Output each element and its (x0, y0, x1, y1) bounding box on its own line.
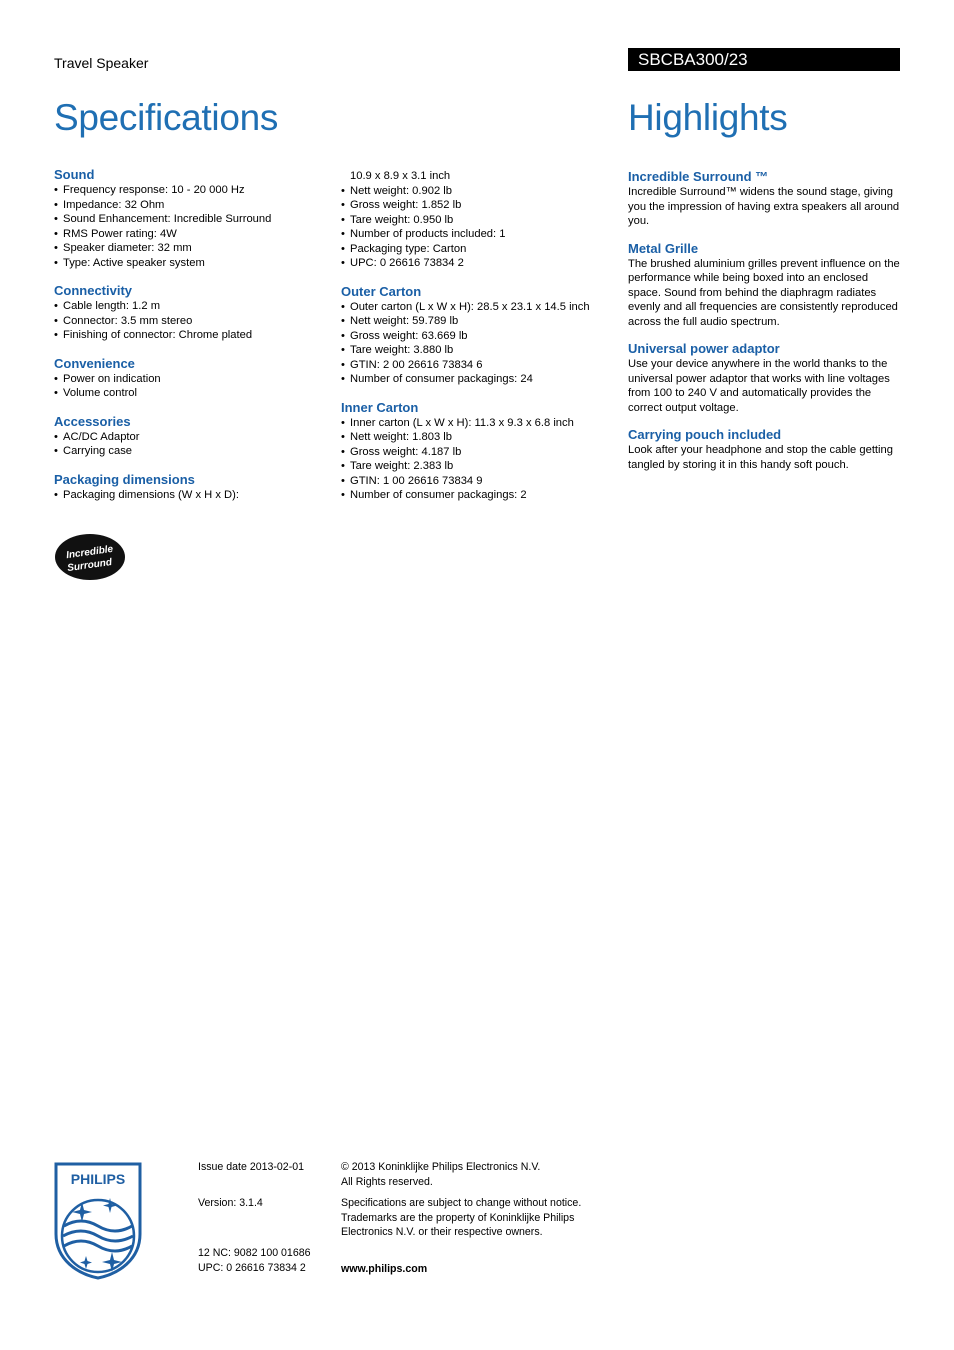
spec-item: • Outer carton (L x W x H): 28.5 x 23.1 x 14.5 inch (341, 300, 621, 315)
highlight-text: The brushed aluminium grilles prevent influence on the performance while being boxed into an enclosed space. Sound from behind the diaphragm radiates evenly and all frequencies are consistently reproduced across the full audio spectrum. (628, 257, 900, 328)
specs-column-1 (54, 167, 324, 515)
highlight-incredible-surround (628, 169, 902, 229)
incredible-surround-badge-icon (54, 533, 126, 586)
spec-item: • Number of consumer packagings: 24 (341, 372, 621, 387)
highlight-heading: Metal Grille (628, 240, 699, 256)
logo-wordmark: PHILIPS (70, 1171, 126, 1187)
spec-item: • Tare weight: 2.383 lb (341, 459, 621, 474)
upc-code: UPC: 0 26616 73834 2 (198, 1261, 306, 1274)
highlight-heading: Carrying pouch included (628, 427, 782, 442)
notice-line: Specifications are subject to change without notice. (341, 1197, 582, 1209)
spec-item: • Inner carton (L x W x H): 11.3 x 9.3 x 6.8 inch (341, 416, 621, 431)
spec-item: • GTIN: 2 00 26616 73834 6 (341, 358, 621, 373)
spec-item: • Tare weight: 3.880 lb (341, 343, 621, 358)
spec-heading: Packaging dimensions (54, 471, 195, 487)
spec-item: • Impedance: 32 Ohm (54, 198, 324, 213)
badge-line2: Surround (66, 556, 113, 575)
spec-item: • Sound Enhancement: Incredible Surround (54, 212, 324, 227)
highlight-text: Look after your headphone and stop the cable getting tangled by storing it in this handy soft pouch. (628, 444, 893, 471)
spec-heading: Inner Carton (341, 399, 419, 415)
spec-item: • Packaging type: Carton (341, 242, 621, 257)
spec-item: • Gross weight: 4.187 lb (341, 445, 621, 460)
spec-item: • Finishing of connector: Chrome plated (54, 328, 324, 343)
philips-shield-logo-icon (54, 1162, 142, 1285)
spec-item: • Nett weight: 59.789 lb (341, 314, 621, 329)
spec-item: • Nett weight: 0.902 lb (341, 184, 621, 199)
spec-item: • Volume control (54, 386, 324, 401)
spec-heading: Outer Carton (341, 283, 422, 299)
footer-right (341, 1160, 621, 1276)
spec-section-inner-carton (341, 400, 621, 503)
spec-item: • Number of consumer packagings: 2 (341, 488, 621, 503)
spec-item: • Carrying case (54, 444, 324, 459)
spec-heading: Connectivity (54, 283, 133, 298)
issue-date: Issue date 2013-02-01 (198, 1161, 305, 1173)
spec-item: • GTIN: 1 00 26616 73834 9 (341, 474, 621, 489)
highlight-heading: Universal power adaptor (628, 341, 780, 356)
spec-heading: Accessories (54, 413, 131, 429)
spec-item: • Connector: 3.5 mm stereo (54, 314, 324, 329)
spec-section-connectivity (54, 283, 324, 343)
spec-item: • Speaker diameter: 32 mm (54, 241, 324, 256)
copyright-line: © 2013 Koninklijke Philips Electronics N.V. (341, 1161, 541, 1173)
specs-column-2 (341, 169, 621, 516)
highlights-column (628, 169, 902, 484)
highlight-heading: Incredible Surround ™ (628, 169, 769, 184)
spec-item: • Frequency response: 10 - 20 000 Hz (54, 183, 324, 198)
highlight-text: Use your device anywhere in the world thanks to the universal power adaptor that works with line voltages from 100 to 240 V and automatically provides the correct output voltage. (628, 358, 890, 414)
spec-item: • Cable length: 1.2 m (54, 299, 324, 314)
version: Version: 3.1.4 (198, 1196, 263, 1209)
website-link[interactable]: www.philips.com (341, 1262, 428, 1275)
spec-section-sound (54, 167, 324, 270)
spec-item: • Gross weight: 63.669 lb (341, 329, 621, 344)
spec-heading: Sound (54, 167, 95, 182)
highlight-carrying-pouch (628, 427, 902, 472)
model-number-bar: SBCBA300/23 (628, 48, 900, 71)
spec-heading: Convenience (54, 355, 135, 371)
spec-section-packaging-cont (341, 169, 621, 271)
footer-left (198, 1160, 333, 1275)
spec-item: • Packaging dimensions (W x H x D): (54, 488, 324, 503)
highlight-universal-power (628, 341, 902, 415)
notice-line: Trademarks are the property of Koninklijke Philips (341, 1211, 575, 1224)
spec-item: • Tare weight: 0.950 lb (341, 213, 621, 228)
spec-item: • AC/DC Adaptor (54, 430, 324, 445)
specifications-title: Specifications (54, 97, 279, 138)
highlights-title: Highlights (628, 97, 788, 138)
spec-item: • Type: Active speaker system (54, 256, 324, 271)
spec-section-outer-carton (341, 284, 621, 387)
product-category: Travel Speaker (54, 55, 149, 71)
highlight-text: Incredible Surround™ widens the sound stage, giving you the impression of having extra speakers all around you. (628, 186, 900, 227)
badge-line1: Incredible (65, 543, 114, 562)
spec-item: • UPC: 0 26616 73834 2 (341, 256, 621, 271)
spec-section-accessories (54, 414, 324, 459)
spec-item-continued: 10.9 x 8.9 x 3.1 inch (350, 170, 451, 182)
notice-line: Electronics N.V. or their respective owners. (341, 1226, 543, 1238)
spec-item: • Nett weight: 1.803 lb (341, 430, 621, 445)
spec-section-packaging (54, 472, 324, 503)
copyright-line: All Rights reserved. (341, 1175, 433, 1188)
spec-section-convenience (54, 356, 324, 401)
spec-item: • Number of products included: 1 (341, 227, 621, 242)
spec-item: • Power on indication (54, 372, 324, 387)
spec-item: • Gross weight: 1.852 lb (341, 198, 621, 213)
spec-item: • RMS Power rating: 4W (54, 227, 324, 242)
nc-code: 12 NC: 9082 100 01686 (198, 1247, 311, 1259)
highlight-metal-grille (628, 241, 902, 330)
